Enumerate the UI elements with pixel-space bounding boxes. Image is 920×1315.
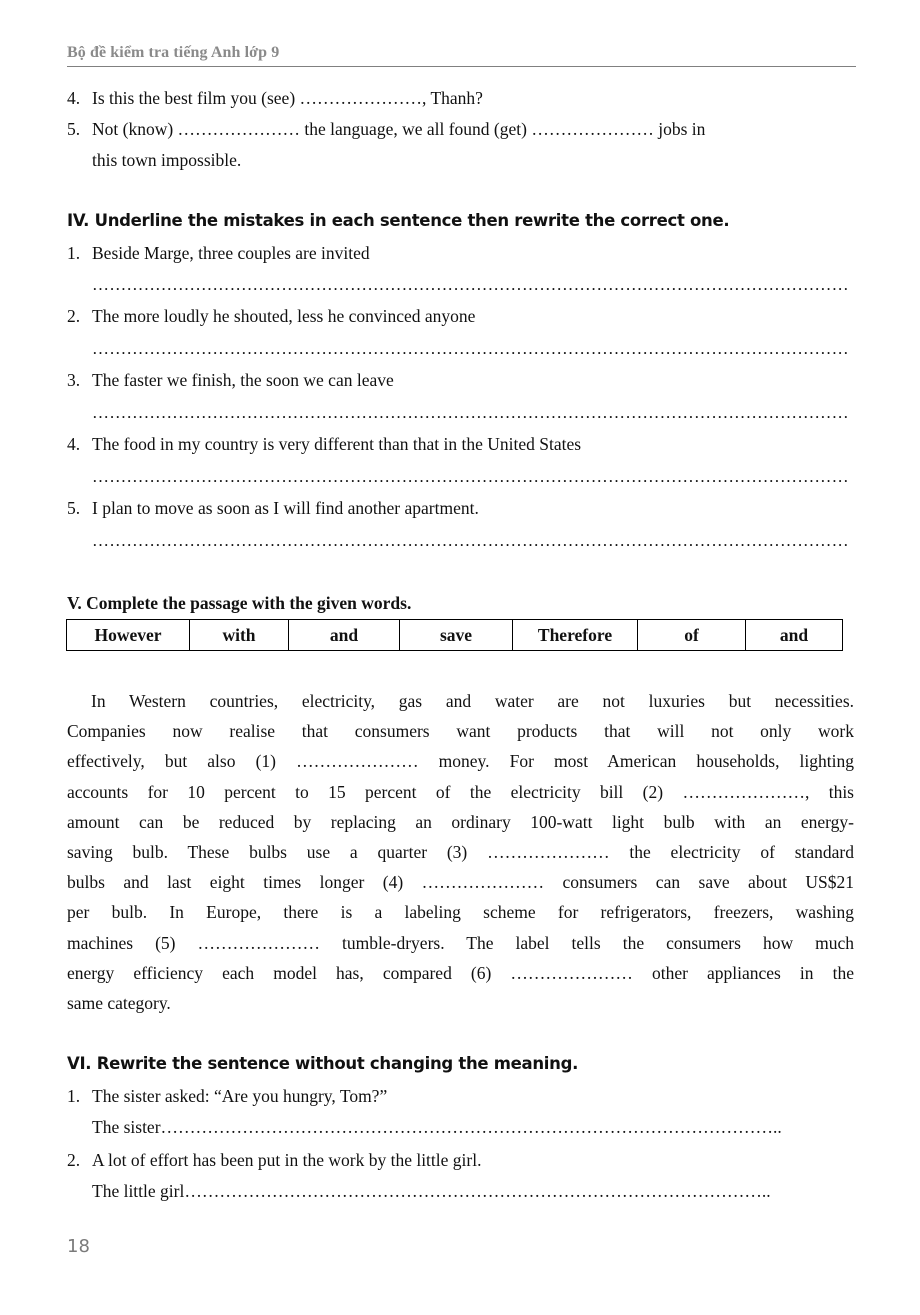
exercise-item: [67, 1086, 857, 1106]
item-text: The more loudly he shouted, less he convinced anyone: [92, 306, 476, 326]
item-number: 3.: [67, 370, 81, 390]
page-number: 18: [67, 1236, 90, 1257]
passage-line: per bulb. In Europe, there is a labeling scheme for refrigerators, freezers, washing: [67, 902, 854, 923]
exercise-item: [67, 306, 857, 326]
answer-line[interactable]: ……………………………………………………………………………………………………………………: [92, 403, 849, 422]
reading-passage: [67, 686, 854, 1018]
answer-line[interactable]: ……………………………………………………………………………………………………………………: [92, 531, 849, 550]
passage-line: accounts for 10 percent to 15 percent of the electricity bill (2) …………………, this: [67, 781, 854, 802]
passage-line: machines (5) ………………… tumble-dryers. The label tells the consumers how much: [67, 932, 854, 953]
item-number: 5.: [67, 119, 81, 139]
passage-line: bulbs and last eight times longer (4) ………………… consumers can save about US$21: [67, 872, 854, 893]
word-box-table: [66, 619, 843, 651]
exercise-item: [67, 88, 857, 108]
item-text: Is this the best film you (see) …………………, Thanh?: [92, 88, 483, 108]
word-box-cell: and: [746, 620, 843, 651]
exercise-item: [67, 1150, 857, 1170]
passage-line: energy efficiency each model has, compared (6) ………………… other appliances in the: [67, 962, 854, 983]
answer-line[interactable]: ……………………………………………………………………………………………………………………: [92, 467, 849, 486]
rewrite-answer-line[interactable]: The little girl………………………………………………………………………………………..: [92, 1181, 771, 1201]
word-box-cell: and: [289, 620, 400, 651]
word-box-cell: Therefore: [513, 620, 638, 651]
item-text: Not (know) ………………… the language, we all found (get) ………………… jobs in: [92, 119, 706, 139]
running-header-title: Bộ đề kiểm tra tiếng Anh lớp 9: [67, 44, 280, 61]
passage-line: saving bulb. These bulbs use a quarter (3) ………………… the electricity of standard: [67, 841, 854, 862]
passage-line: amount can be reduced by replacing an ordinary 100-watt light bulb with an energy-: [67, 811, 854, 832]
answer-line[interactable]: ……………………………………………………………………………………………………………………: [92, 275, 849, 294]
word-box-cell: of: [638, 620, 746, 651]
item-continuation: this town impossible.: [92, 150, 242, 170]
exercise-item: [67, 498, 857, 518]
item-text: Beside Marge, three couples are invited: [92, 243, 370, 263]
exercise-item: [67, 370, 857, 390]
item-text: The sister asked: “Are you hungry, Tom?”: [92, 1086, 388, 1106]
section-heading-vi: VI. Rewrite the sentence without changing the meaning.: [67, 1054, 579, 1073]
passage-line: same category.: [67, 992, 171, 1013]
item-text: The food in my country is very different than that in the United States: [92, 434, 582, 454]
exercise-item: [67, 243, 857, 263]
header-divider: [67, 66, 856, 67]
item-number: 1.: [67, 1086, 81, 1106]
item-number: 4.: [67, 88, 81, 108]
section-heading-iv: IV. Underline the mistakes in each sentence then rewrite the correct one.: [67, 211, 730, 230]
word-box-cell: with: [190, 620, 289, 651]
item-number: 4.: [67, 434, 81, 454]
exercise-item: [67, 119, 857, 139]
passage-line: Companies now realise that consumers want products that will not only work: [67, 721, 854, 742]
passage-line: In Western countries, electricity, gas and water are not luxuries but necessities.: [91, 691, 854, 711]
word-box-cell: save: [400, 620, 513, 651]
passage-line: effectively, but also (1) ………………… money. For most American households, lighting: [67, 751, 854, 772]
item-text: I plan to move as soon as I will find another apartment.: [92, 498, 479, 518]
item-number: 2.: [67, 1150, 81, 1170]
word-box-cell: However: [67, 620, 190, 651]
item-text: The faster we finish, the soon we can leave: [92, 370, 394, 390]
section-heading-v: V. Complete the passage with the given words.: [67, 593, 412, 613]
rewrite-answer-line[interactable]: The sister……………………………………………………………………………………………..: [92, 1117, 782, 1137]
item-number: 2.: [67, 306, 81, 326]
item-text: A lot of effort has been put in the work by the little girl.: [92, 1150, 482, 1170]
item-number: 5.: [67, 498, 81, 518]
item-number: 1.: [67, 243, 81, 263]
answer-line[interactable]: ……………………………………………………………………………………………………………………: [92, 339, 849, 358]
exercise-item: [67, 434, 857, 454]
